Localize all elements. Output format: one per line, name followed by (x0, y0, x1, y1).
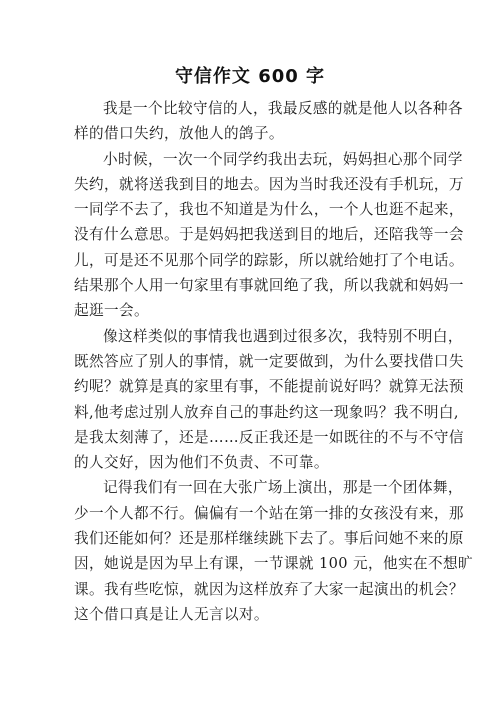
text-line: 少一个人都不行。偏偏有一个站在第一排的女孩没有来，那 (74, 504, 464, 522)
text-line: 我们还能如何？还是那样继续跳下去了。事后问她不来的原 (74, 530, 464, 548)
text-line: 样的借口失约，放他人的鸽子。 (74, 125, 284, 143)
document-title: 守信作文 600 字 (174, 66, 326, 87)
text-line: 这个借口真是让人无言以对。 (74, 605, 269, 623)
text-line: 结果那个人用一句家里有事就回绝了我，所以我就和妈妈一 (74, 277, 464, 295)
text-line: 因，她说是因为早上有课，一节课就 100 元，他实在不想旷 (74, 555, 473, 573)
paragraph-2 (74, 147, 464, 324)
text-line: 约呢？就算是真的家里有事，不能提前说好吗？就算无法预 (74, 378, 464, 396)
text-line: 我是一个比较守信的人，我最反感的就是他人以各种各 (103, 100, 463, 117)
paragraph-4 (74, 475, 473, 627)
paragraph-1 (74, 96, 463, 147)
text-line: 的人交好，因为他们不负责、不可靠。 (74, 454, 329, 472)
text-line: 既然答应了别人的事情，就一定要做到，为什么要找借口失 (74, 352, 464, 370)
text-line: 没有什么意思。于是妈妈把我送到目的地后，还陪我等一会 (74, 226, 464, 244)
text-line: 一同学不去了，我也不知道是为什么，一个人也逛不起来， (74, 201, 464, 219)
text-line: 起逛一会。 (74, 302, 149, 320)
text-line: 儿，可是还不见那个同学的踪影，所以就给她打了个电话。 (74, 251, 464, 269)
paragraph-3 (74, 324, 464, 476)
document-body (74, 96, 473, 627)
text-line: 料,他考虑过别人放弃自己的事赴约这一现象吗？我不明白, (74, 403, 459, 421)
text-line: 是我太刻薄了，还是……反正我还是一如既往的不与不守信 (74, 428, 464, 446)
text-line: 像这样类似的事情我也遇到过很多次，我特别不明白， (103, 327, 463, 345)
text-line: 记得我们有一回在大张广场上演出，那是一个团体舞， (103, 479, 463, 497)
text-line: 小时候，一次一个同学约我出去玩，妈妈担心那个同学 (103, 150, 463, 168)
text-line: 失约，就将送我到目的地去。因为当时我还没有手机玩，万 (74, 175, 464, 193)
text-line: 课。我有些吃惊，就因为这样放弃了大家一起演出的机会？ (74, 580, 464, 598)
